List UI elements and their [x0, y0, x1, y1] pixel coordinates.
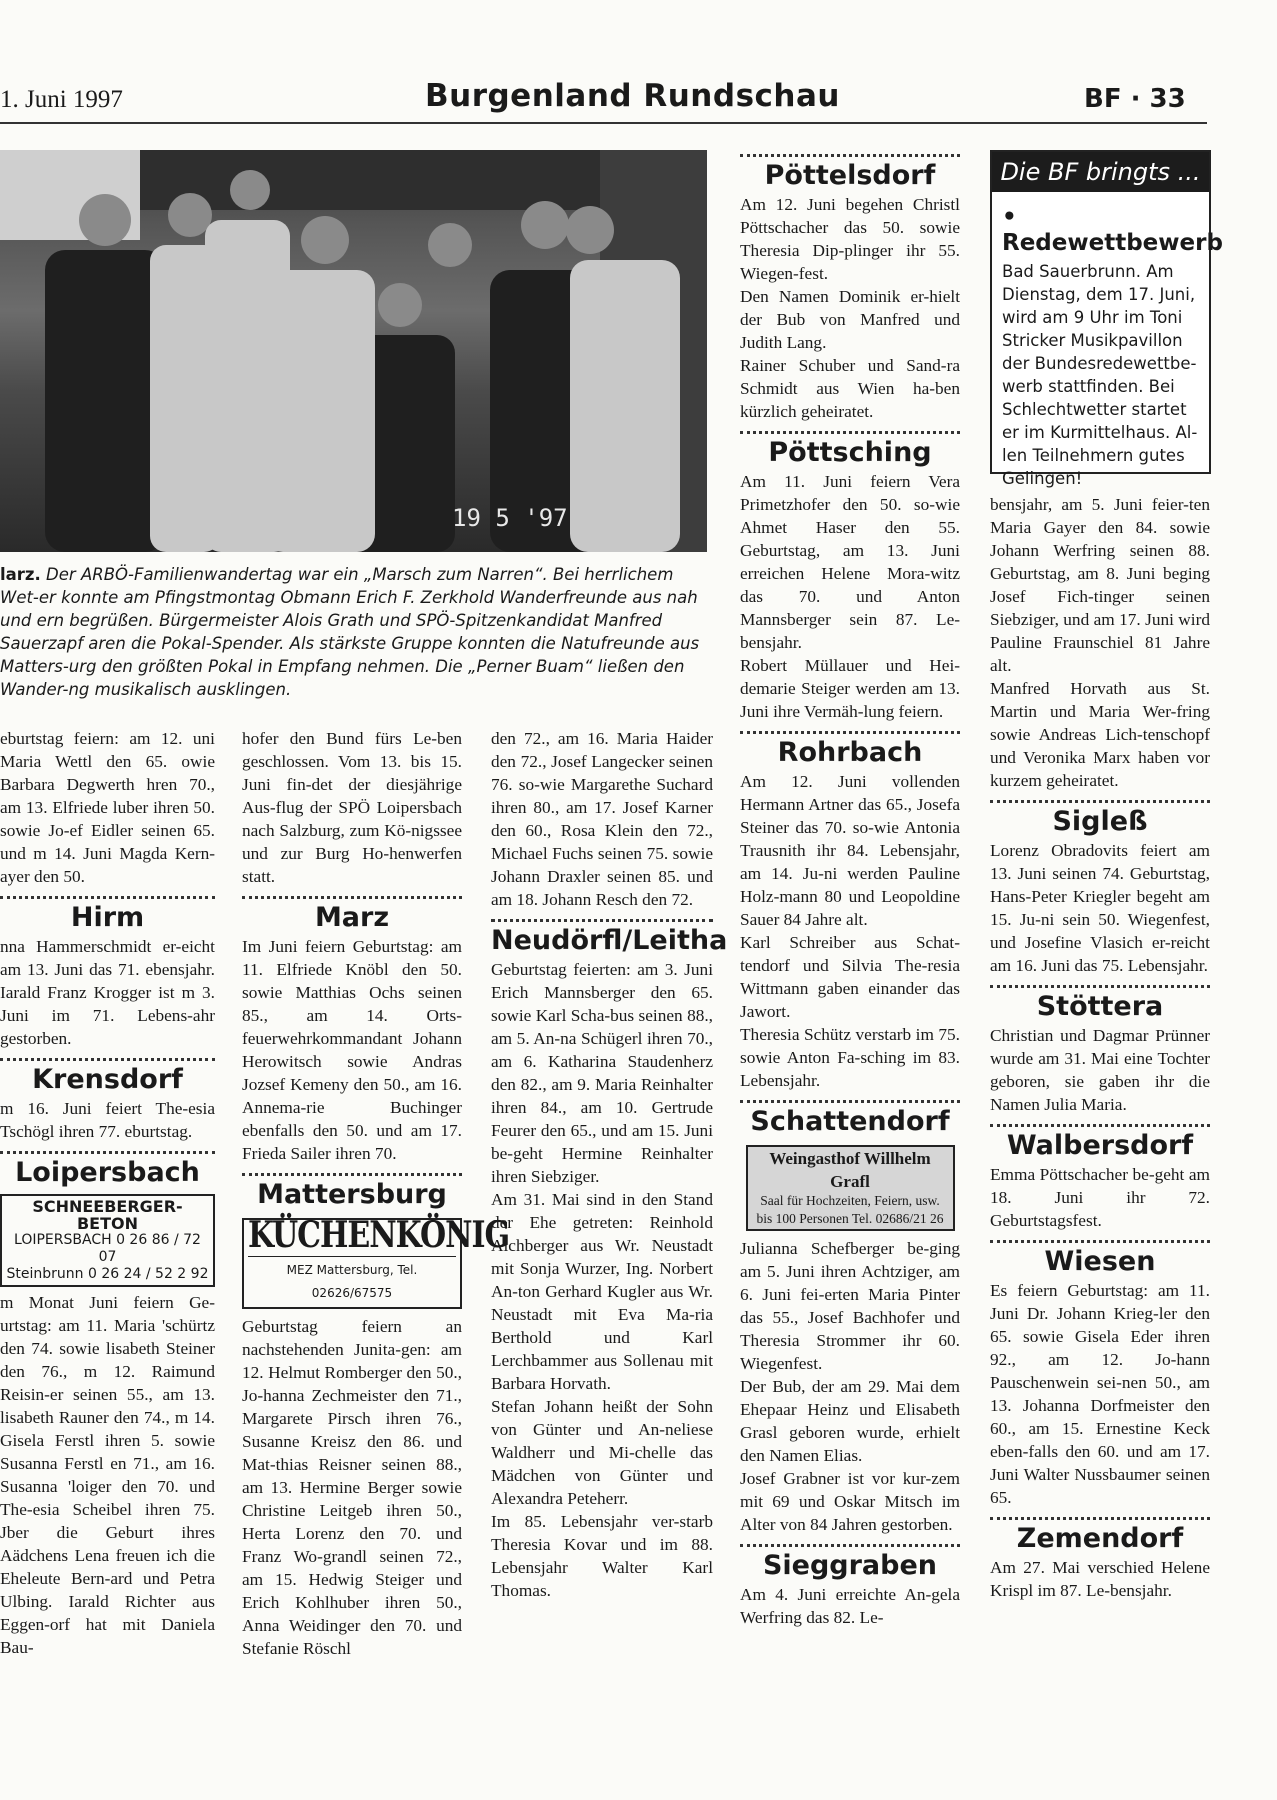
article-text: Geburtstag feierten: am 3. Juni Erich Mannsberger den 65. sowie Karl Scha-bus seinen 88., am 5. An-na Schügerl ihren 70., am 6. Katharina Staudenherz den 82., am 9. Maria Reinhalter ihren 84., am 10. Gertrude Feurer den 65., und am 15. Juni be-geht Hermine Reinhalter ihren Siebziger. [491, 960, 713, 1186]
article-text: nna Hammerschmidt er-eicht am 13. Juni das 71. ebensjahr. Iarald Franz Krogger ist m 3. Juni im 71. Lebens-ahr gestorben. [0, 937, 215, 1048]
bf-bringts-header: Die BF bringts ... [992, 152, 1209, 192]
heading-rohrbach: Rohrbach [777, 737, 923, 768]
page-number: BF · 33 [1084, 84, 1186, 114]
article-text: Im Juni feiern Geburtstag: am 11. Elfriede Knöbl den 50. sowie Matthias Ochs seinen 85., am 14. Orts-feuerwehrkommandant Johann Herowitsch sowie Andras Jozsef Kemeny den 50., am 16. Annema-rie Buchinger ebenfalls den 50. und am 17. Frieda Sailer ihren 70. [242, 937, 462, 1163]
article-text: Den Namen Dominik er-hielt der Bub von Manfred und Judith Lang. [740, 287, 960, 352]
section-divider [740, 431, 960, 434]
ad-address: MEZ Mattersburg, Tel. 02626/67575 [248, 1256, 456, 1305]
section-divider [740, 1100, 960, 1103]
advertisement-kuechenkoenig [242, 1214, 510, 1309]
article-text: Julianna Schefberger be-ging am 5. Juni ihren Achtziger, am 6. Juni fei-erten Maria Pinter das 55., Josef Bachhofer und Theresia Strommer ihr 60. Wiegenfest. [740, 1239, 960, 1373]
ad-logo: KÜCHENKÖNIG [248, 1214, 510, 1257]
article-text: Robert Müllauer und Hei-demarie Steiger werden am 13. Juni ihre Vermäh-lung feiern. [740, 656, 960, 721]
column-1 [0, 727, 215, 1659]
ad-line: Saal für Hochzeiten, Feiern, usw. [760, 1193, 940, 1208]
section-divider [242, 896, 462, 899]
section-divider [491, 919, 713, 922]
heading-sigless: Sigleß [1052, 806, 1148, 837]
section-title: Burgenland Rundschau [425, 78, 840, 114]
article-text: Rainer Schuber und Sand-ra Schmidt aus Wien ha-ben kürzlich geheiratet. [740, 356, 960, 421]
column-3 [491, 727, 728, 1602]
article-text: Geburtstag feiern an nachstehenden Junita-gen: am 12. Helmut Romberger den 50., Jo-hanna Zechmeister den 71., Margarete Pirsch ihren 76., Susanne Kreisz den 86. und Mat-thias Reisner seinen 88., am 13. Hermine Berger sowie Christine Leitgeb ihren 50., Herta Lorenz den 70. und Franz Wo-grandl seinen 72., am 15. Hedwig Steiger und Erich Kohlhuber ihren 50., Anna Weidinger den 70. und Stefanie Röschl [242, 1317, 462, 1658]
article-text: Am 12. Juni vollenden Hermann Artner das 65., Josefa Steiner das 70. so-wie Antonia Trausnith ihr 84. Lebensjahr, am 14. Ju-ni werden Pauline Holz-mann 80 und Leopoldine Sauer 84 Jahre alt. [740, 772, 960, 929]
header-rule [0, 122, 1207, 124]
heading-poettsching: Pöttsching [768, 437, 932, 468]
section-divider [990, 1124, 1210, 1127]
article-text: Josef Grabner ist vor kur-zem mit 69 und Oskar Mitsch im Alter von 84 Jahren gestorben. [740, 1469, 960, 1534]
heading-hirm: Hirm [70, 902, 145, 933]
article-text: Es feiern Geburtstag: am 11. Juni Dr. Johann Krieg-ler den 65. sowie Gisela Eder ihren 92., am 12. Jo-hann Pauschenwein sei-nen 50., am 13. Johanna Dorfmeister den 60., am 15. Ernestine Keck eben-falls den 60. und am 17. Juni Walter Nussbaumer seinen 65. [990, 1281, 1210, 1507]
caption-text: Der ARBÖ-Familienwandertag war ein „Marsch zum Narren“. Bei herrlichem Wet-er konnte am Pfingstmontag Obmann Erich F. Zerkhold Wanderfreunde aus nah und ern begrüßen. Bürgermeister Alois Grath und SPÖ-Spitzenkandidat Manfred Sauerzapf aren die Pokal-Spender. Als stärkste Gruppe konnten die Natufreunde aus Matters-urg den größten Pokal in Empfang nehmen. Die „Perner Buam“ ließen den Wander-ng musikalisch ausklingen. [0, 565, 700, 699]
article-text: Am 31. Mai sind in den Stand der Ehe getreten: Reinhold Aichberger aus Wr. Neustadt mit Sonja Wurzer, Ing. Norbert An-ton Gerhard Kugler aus Wr. Neustadt mit Eva Ma-ria Berthold und Karl Lerchbammer aus Sollenau mit Barbara Horvath. [491, 1190, 713, 1393]
ad-title: Weingasthof Willhelm Grafl [769, 1149, 931, 1191]
article-text: bensjahr, am 5. Juni feier-ten Maria Gayer den 84. sowie Johann Werfring seinen 88. Geburtstag, am 8. Juni beging Josef Fich-tinger seinen Siebziger, und am 17. Juni wird Pauline Fraunschiel 81 Jahre alt. [990, 495, 1210, 675]
article-text: m Monat Juni feiern Ge-urtstag: am 11. Maria 'schürtz den 74. sowie lisabeth Steiner den 76., m 12. Raimund Reisin-er seinen 55., am 13. lisabeth Rauner den 74., m 14. Gisela Ferstl ihren 5. sowie Susanna Ferstl en 71., am 16. Susanna 'loiger den 70. und The-esia Scheibel ihren 75. Jber die Geburt ihres Aädchens Lena freuen ich die Eheleute Bern-ard und Petra Ulbing. Iarald Richter aus Eggen-orf hat mit Daniela Bau- [0, 1293, 215, 1657]
column-5 [990, 493, 1210, 1602]
article-text: Am 27. Mai verschied Helene Krispl im 87. Le-bensjahr. [990, 1558, 1210, 1600]
group-photo [0, 150, 707, 552]
group-photo-figures [0, 150, 707, 552]
article-text: Christian und Dagmar Prünner wurde am 31. Mai eine Tochter geboren, sie gaben ihr die Namen Julia Maria. [990, 1026, 1210, 1114]
article-text: Am 12. Juni begehen Christl Pöttschacher das 50. sowie Theresia Dip-plinger ihr 55. Wiegen-fest. [740, 195, 960, 283]
bf-bringts-box [990, 150, 1223, 488]
article-text: eburtstag feiern: am 12. uni Maria Wettl den 65. owie Barbara Degwerth hren 70., am 13. Elfriede luber ihren 50. sowie Jo-ef Eidler seinen 65. und m 14. Juni Magda Kern-ayer den 50. [0, 729, 215, 886]
section-divider [740, 1544, 960, 1547]
heading-zemendorf: Zemendorf [1016, 1523, 1184, 1554]
advertisement-weingasthof-grafl [746, 1145, 955, 1231]
section-divider [990, 800, 1210, 803]
heading-neudoerfl-leitha: Neudörfl/Leitha [491, 925, 728, 956]
article-text: hofer den Bund fürs Le-ben geschlossen. Vom 13. bis 15. Juni fin-det der diesjährige Aus-flug der SPÖ Loipersbach nach Salzburg, zum Kö-nigssee und zur Burg Ho-henwerfen statt. [242, 729, 462, 886]
article-text: Am 4. Juni erreichte An-gela Werfring das 82. Le- [740, 1585, 960, 1627]
photo-caption [0, 563, 713, 701]
section-divider [990, 985, 1210, 988]
heading-wiesen: Wiesen [1044, 1246, 1156, 1277]
ad-line: LOIPERSBACH 0 26 86 / 72 07 [14, 1232, 201, 1265]
section-divider [990, 1240, 1210, 1243]
article-text: Manfred Horvath aus St. Martin und Maria Wer-fring sowie Andreas Lich-tenschopf und Veronika Marx haben vor kurzem geheiratet. [990, 679, 1210, 790]
section-divider [0, 1058, 215, 1061]
section-divider [740, 731, 960, 734]
caption-lead: larz. [0, 565, 41, 584]
article-text: Karl Schreiber aus Schat-tendorf und Silvia The-resia Wittmann gaben einander das Jawort. [740, 933, 960, 1021]
heading-mattersburg: Mattersburg [257, 1179, 447, 1210]
column-2 [242, 727, 510, 1660]
heading-loipersbach: Loipersbach [15, 1157, 200, 1188]
heading-krensdorf: Krensdorf [32, 1064, 183, 1095]
article-text: Stefan Johann heißt der Sohn von Günter und An-neliese Waldherr und Mi-chelle das Mädchen von Günter und Alexandra Peteherr. [491, 1397, 713, 1508]
photo-date-stamp: 19 5 '97 [452, 504, 568, 532]
issue-date: 1. Juni 1997 [0, 86, 123, 113]
section-divider [740, 154, 960, 157]
bf-bringts-text: Bad Sauerbrunn. Am Dienstag, dem 17. Juni, wird am 9 Uhr im Toni Stricker Musikpavillon der Bundesredewettbe-werb stattfinden. Bei Schlechtwetter startet er im Kurmittelhaus. Al-len Teilnehmern gutes Gelingen! [1002, 262, 1198, 488]
article-text: den 72., am 16. Maria Haider den 72., Josef Langecker seinen 76. so-wie Margarethe Suchard ihren 80., am 17. Josef Karner den 60., Rosa Klein den 72., Michael Fuchs seinen 75. sowie Johann Draxler seinen 85. und am 18. Johann Resch den 72. [491, 729, 713, 909]
column-4 [740, 150, 960, 1629]
heading-schattendorf: Schattendorf [750, 1106, 950, 1137]
bf-bringts-title: • Redewettbewerb [1002, 204, 1223, 256]
ad-title: SCHNEEBERGER-BETON [32, 1197, 183, 1233]
heading-stoettera: Stöttera [1036, 991, 1164, 1022]
heading-marz: Marz [314, 902, 390, 933]
article-text: Emma Pöttschacher be-geht am 18. Juni ihr 72. Geburtstagsfest. [990, 1165, 1210, 1230]
article-text: Im 85. Lebensjahr ver-starb Theresia Kovar und im 88. Lebensjahr Walter Karl Thomas. [491, 1512, 713, 1600]
heading-walbersdorf: Walbersdorf [1006, 1130, 1194, 1161]
article-text: Der Bub, der am 29. Mai dem Ehepaar Heinz und Elisabeth Grasl geboren wurde, erhielt den Namen Elias. [740, 1377, 960, 1465]
ad-line: bis 100 Personen Tel. 02686/21 26 [756, 1211, 944, 1226]
article-text: Theresia Schütz verstarb im 75. sowie Anton Fa-sching im 83. Lebensjahr. [740, 1025, 960, 1090]
ad-line: Steinbrunn 0 26 24 / 52 2 92 [6, 1266, 209, 1282]
advertisement-schneeberger-beton [0, 1194, 215, 1287]
article-text: m 16. Juni feiert The-esia Tschögl ihren 77. eburtstag. [0, 1099, 215, 1141]
heading-sieggraben: Sieggraben [762, 1550, 938, 1581]
heading-poettelsdorf: Pöttelsdorf [764, 160, 936, 191]
article-text: Am 11. Juni feiern Vera Primetzhofer den 50. so-wie Ahmet Haser den 55. Geburtstag, am 13. Juni erreichen Helene Mora-witz das 70. und Anton Mannsberger sein 87. Le-bensjahr. [740, 472, 960, 652]
section-divider [242, 1173, 462, 1176]
article-text: Lorenz Obradovits feiert am 13. Juni seinen 74. Geburtstag, Hans-Peter Kriegler begeht am 15. Ju-ni sein 50. Wiegenfest, und Josefine Vlasich er-reicht am 16. Juni das 75. Lebensjahr. [990, 841, 1210, 975]
section-divider [0, 896, 215, 899]
section-divider [990, 1517, 1210, 1520]
section-divider [0, 1151, 215, 1154]
